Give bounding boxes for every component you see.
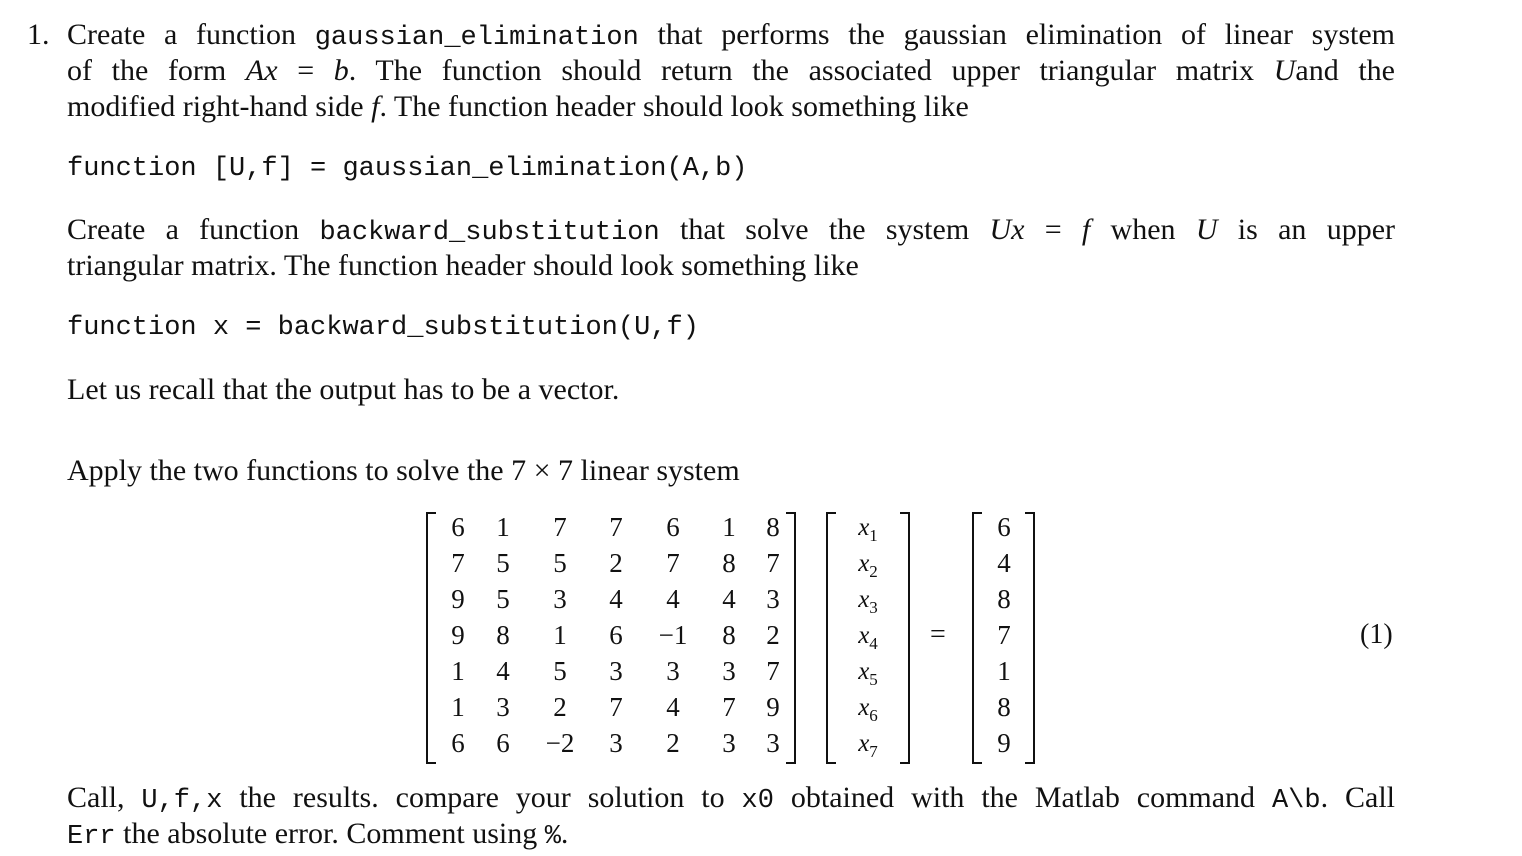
vector-b-entry: 9 — [997, 728, 1011, 758]
paragraph-2-line-2: triangular matrix. The function header should look something like — [67, 249, 859, 282]
matrix-a-cell: 1 — [553, 620, 567, 650]
matrix-a-cell: 5 — [496, 584, 510, 614]
matrix-a-cell: 7 — [609, 512, 623, 542]
code-u-f-x: U,f,x — [141, 786, 223, 816]
matrix-a-cell: 9 — [766, 692, 780, 722]
vector-x-left-bracket — [826, 512, 836, 764]
paragraph-5-line-1 — [67, 781, 1395, 816]
code-err: Err — [67, 822, 116, 852]
vector-x-entry — [838, 550, 898, 582]
matrix-a-cell: 9 — [451, 620, 465, 650]
math-f: f — [1081, 213, 1091, 246]
variable-subscript: 6 — [869, 706, 878, 725]
matrix-a-cell: 4 — [496, 656, 510, 686]
variable-name: x — [858, 622, 870, 649]
variable-name: x — [858, 730, 870, 757]
matrix-a-cell: 9 — [451, 584, 465, 614]
matrix-a-cell: 6 — [451, 728, 465, 758]
text: . — [560, 817, 569, 850]
variable-name: x — [858, 586, 870, 613]
matrix-a-cell: 2 — [666, 728, 680, 758]
paragraph-1-line-3 — [67, 90, 969, 124]
matrix-a-cell: −1 — [658, 620, 688, 650]
matrix-a-cell: 4 — [666, 584, 680, 614]
equals-sign: = — [930, 619, 946, 650]
vector-x-entry — [838, 658, 898, 690]
vector-x-right-bracket — [900, 512, 910, 764]
variable-name: x — [858, 550, 870, 577]
equation-label: (1) — [1360, 619, 1393, 650]
text: the absolute error. Comment using — [115, 817, 545, 850]
vector-x-entry — [838, 586, 898, 618]
matrix-a-cell: 7 — [609, 692, 623, 722]
text: of the form — [67, 54, 246, 87]
matrix-a-cell: 3 — [496, 692, 510, 722]
text: and the — [1295, 54, 1395, 87]
paragraph-3: Let us recall that the output has to be a vector. — [67, 373, 620, 406]
text: that performs the gaussian elimination of linear system — [638, 18, 1395, 51]
vector-b-entry: 7 — [997, 620, 1011, 650]
problem-number: 1. — [27, 18, 50, 51]
math-f: f — [371, 90, 380, 123]
matrix-a-cell: 1 — [722, 512, 736, 542]
matrix-a-cell: 3 — [666, 656, 680, 686]
math-equals: = — [1024, 213, 1082, 246]
text: modified right-hand side — [67, 90, 372, 123]
text: when — [1090, 213, 1196, 246]
code-block-2: function x = backward_substitution(U,f) — [67, 313, 699, 343]
text: Call, — [67, 781, 142, 814]
math-ux: Ux — [989, 213, 1025, 246]
matrix-a-cell: 4 — [722, 584, 736, 614]
vector-b-entry: 8 — [997, 584, 1011, 614]
code-a-backslash-b: A\b — [1271, 786, 1321, 816]
text: . Call — [1320, 781, 1395, 814]
text: obtained with the Matlab command — [773, 781, 1272, 814]
matrix-a-cell: 5 — [553, 656, 567, 686]
matrix-a-cell: 4 — [609, 584, 623, 614]
vector-b-entry: 4 — [997, 548, 1011, 578]
vector-x-entry — [838, 622, 898, 654]
matrix-a-cell: 1 — [496, 512, 510, 542]
text: . The function header should look something like — [379, 90, 969, 123]
matrix-a-cell: 6 — [451, 512, 465, 542]
vector-b-entry: 1 — [997, 656, 1011, 686]
paragraph-4: Apply the two functions to solve the 7 × 7 linear system — [67, 454, 740, 487]
code-gaussian-elimination: gaussian_elimination — [314, 23, 639, 53]
vector-x-entry — [838, 514, 898, 546]
matrix-a-cell: 6 — [496, 728, 510, 758]
matrix-a-cell: 3 — [766, 584, 780, 614]
vector-b-entry: 6 — [997, 512, 1011, 542]
math-u: U — [1273, 54, 1296, 87]
matrix-a-cell: 8 — [766, 512, 780, 542]
matrix-a-cell: 3 — [609, 728, 623, 758]
matrix-a-cell: 7 — [666, 548, 680, 578]
matrix-a-cell: 7 — [553, 512, 567, 542]
matrix-a-cell: 8 — [722, 548, 736, 578]
math-b: b — [333, 54, 349, 87]
code-percent: % — [544, 822, 561, 852]
vector-x-entry — [838, 730, 898, 762]
matrix-a-cell: 2 — [553, 692, 567, 722]
math-equals: = — [277, 54, 334, 87]
matrix-a-cell: 5 — [553, 548, 567, 578]
variable-subscript: 7 — [869, 742, 878, 761]
text: Create a function — [67, 18, 315, 51]
text: the results. compare your solution to — [222, 781, 742, 814]
matrix-a-cell: 1 — [451, 692, 465, 722]
text: Create a function — [67, 213, 320, 246]
variable-subscript: 5 — [869, 670, 878, 689]
matrix-a-cell: 7 — [451, 548, 465, 578]
variable-name: x — [858, 658, 870, 685]
text: . The function should return the associated upper triangular matrix — [348, 54, 1274, 87]
matrix-a-cell: −2 — [545, 728, 575, 758]
matrix-a-cell: 7 — [722, 692, 736, 722]
matrix-a-cell: 6 — [666, 512, 680, 542]
matrix-a-cell: 3 — [553, 584, 567, 614]
matrix-a-cell: 8 — [496, 620, 510, 650]
matrix-a-cell: 8 — [722, 620, 736, 650]
code-block-1: function [U,f] = gaussian_elimination(A,b) — [67, 154, 748, 184]
math-u: U — [1195, 213, 1218, 246]
paragraph-2-line-1 — [67, 213, 1395, 248]
variable-name: x — [858, 694, 870, 721]
paragraph-1-line-1 — [67, 18, 1395, 53]
matrix-a-cell: 2 — [766, 620, 780, 650]
variable-subscript: 3 — [869, 598, 878, 617]
code-x0: x0 — [741, 786, 774, 816]
matrix-a-cell: 3 — [609, 656, 623, 686]
vector-b-entry: 8 — [997, 692, 1011, 722]
variable-subscript: 4 — [869, 634, 878, 653]
code-backward-substitution: backward_substitution — [319, 218, 660, 248]
matrix-a-cell: 5 — [496, 548, 510, 578]
matrix-a-cell: 7 — [766, 656, 780, 686]
matrix-a-cell: 6 — [609, 620, 623, 650]
matrix-a-cell: 1 — [451, 656, 465, 686]
text: is an upper — [1217, 213, 1395, 246]
matrix-a-cell: 3 — [766, 728, 780, 758]
paragraph-1-line-2 — [67, 54, 1395, 88]
text: that solve the system — [659, 213, 990, 246]
vector-x-entry — [838, 694, 898, 726]
matrix-a-cell: 4 — [666, 692, 680, 722]
math-ax: Ax — [245, 54, 278, 87]
matrix-a-cell: 3 — [722, 728, 736, 758]
paragraph-5-line-2 — [67, 817, 568, 852]
matrix-a-cell: 7 — [766, 548, 780, 578]
variable-subscript: 2 — [869, 562, 878, 581]
matrix-a-cell: 2 — [609, 548, 623, 578]
variable-name: x — [858, 514, 870, 541]
variable-subscript: 1 — [869, 526, 878, 545]
matrix-a-cell: 3 — [722, 656, 736, 686]
